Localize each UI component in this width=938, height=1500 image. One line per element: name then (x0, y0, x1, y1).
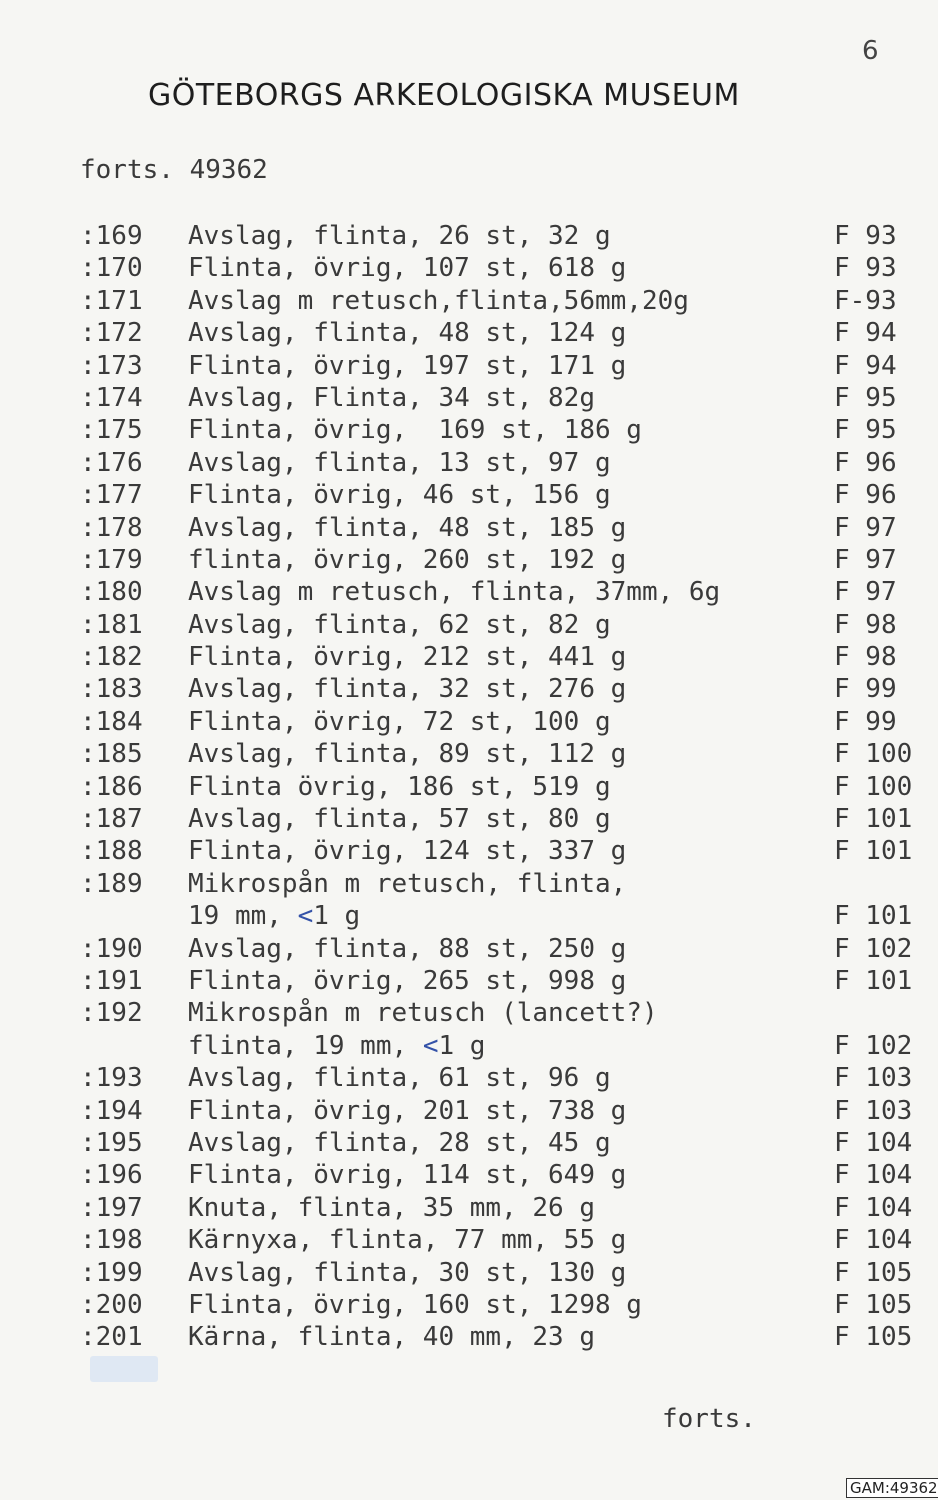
entry-number: :174 (80, 382, 143, 413)
entry-line (80, 803, 913, 835)
entry-storage-code: F 101 (834, 965, 913, 996)
entry-description: Mikrospån m retusch, flinta, (188, 868, 627, 899)
entry-description: Avslag, flinta, 88 st, 250 g (188, 933, 627, 964)
catalog-entry (80, 544, 910, 576)
entry-line (80, 1127, 913, 1159)
entry-storage-code: F 98 (834, 609, 897, 640)
catalog-entry (80, 868, 913, 933)
catalog-entry (80, 803, 913, 835)
catalog-entry (80, 771, 913, 803)
entry-line (80, 1159, 913, 1191)
entry-number: :183 (80, 674, 143, 705)
entry-storage-code: F 95 (834, 382, 897, 413)
entry-line (80, 933, 913, 965)
entry-line (80, 317, 910, 349)
entry-storage-code: F 102 (834, 933, 913, 964)
entry-number: :172 (80, 318, 143, 349)
entry-description: Avslag, flinta, 48 st, 124 g (188, 318, 627, 349)
catalog-entry (80, 479, 910, 511)
catalog-entry (80, 447, 910, 479)
entry-number: :173 (80, 350, 143, 381)
entry-storage-code: F 99 (834, 674, 897, 705)
entry-line (80, 965, 913, 997)
entry-storage-code: F 93 (834, 221, 897, 251)
entry-line (80, 1289, 913, 1321)
catalog-entry (80, 350, 910, 382)
entry-line (80, 350, 910, 382)
entry-number: :175 (80, 415, 143, 446)
blue-stamp-mark (90, 1356, 158, 1382)
entry-storage-code: F 99 (834, 706, 897, 737)
catalog-entry (80, 1062, 913, 1094)
catalog-entry (80, 738, 913, 770)
entry-line (80, 900, 913, 932)
catalog-entry (80, 1095, 913, 1127)
entry-description: Flinta, övrig, 201 st, 738 g (188, 1095, 627, 1126)
catalog-entry (80, 382, 910, 414)
entry-number: :179 (80, 544, 143, 575)
catalog-entry (80, 835, 913, 867)
entry-storage-code: F 102 (834, 1030, 913, 1061)
entry-description: Avslag, flinta, 57 st, 80 g (188, 804, 611, 835)
entry-description: Flinta, övrig, 160 st, 1298 g (188, 1289, 642, 1320)
entry-description: Flinta, övrig, 212 st, 441 g (188, 642, 627, 673)
entry-number: :171 (80, 285, 143, 316)
entry-line (80, 512, 910, 544)
entry-description: Avslag, flinta, 13 st, 97 g (188, 447, 611, 478)
entry-storage-code: F 105 (834, 1289, 913, 1320)
entry-number: :198 (80, 1225, 143, 1256)
entry-description: Avslag, flinta, 30 st, 130 g (188, 1257, 627, 1288)
entry-storage-code: F 97 (834, 512, 897, 543)
entry-description: Kärna, flinta, 40 mm, 23 g (188, 1322, 595, 1353)
entry-number: :181 (80, 609, 143, 640)
catalog-entry (80, 706, 910, 738)
entry-line (80, 1321, 913, 1353)
entry-storage-code: F 96 (834, 480, 897, 511)
entry-description: Flinta övrig, 186 st, 519 g (188, 771, 611, 802)
entry-line (80, 1030, 913, 1062)
entry-storage-code: F 104 (834, 1192, 913, 1223)
entry-number: :201 (80, 1322, 143, 1353)
museum-heading: GÖTEBORGS ARKEOLOGISKA MUSEUM (148, 78, 740, 113)
entry-storage-code: F 103 (834, 1063, 913, 1094)
entry-description: Flinta, övrig, 114 st, 649 g (188, 1160, 627, 1191)
entry-description: Flinta, övrig, 197 st, 171 g (188, 350, 627, 381)
entry-line (80, 1095, 913, 1127)
entry-description: Avslag, flinta, 28 st, 45 g (188, 1127, 611, 1158)
entry-line (80, 1257, 913, 1289)
entry-number: :178 (80, 512, 143, 543)
entry-number: :182 (80, 642, 143, 673)
entry-line (80, 1062, 913, 1094)
entry-description: Flinta, övrig, 124 st, 337 g (188, 836, 627, 867)
catalog-entry (80, 252, 910, 284)
catalog-entry (80, 1192, 913, 1224)
entry-line (80, 1192, 913, 1224)
entry-description: Flinta, övrig, 72 st, 100 g (188, 706, 611, 737)
entry-storage-code: F 94 (834, 318, 897, 349)
entry-storage-code: F 105 (834, 1257, 913, 1288)
entry-number: :169 (80, 221, 143, 251)
entry-description: Flinta, övrig, 46 st, 156 g (188, 480, 611, 511)
catalog-entry (80, 933, 913, 965)
entry-storage-code: F 93 (834, 253, 897, 284)
entry-storage-code: F 104 (834, 1127, 913, 1158)
entry-storage-code: F 100 (834, 739, 913, 770)
catalog-label: GAM:49362 (846, 1478, 938, 1498)
entry-number: :187 (80, 804, 143, 835)
catalog-entry-list (80, 220, 913, 1354)
entry-line (80, 576, 910, 608)
catalog-entry (80, 609, 910, 641)
entry-description: Mikrospån m retusch (lancett?) (188, 998, 658, 1029)
entry-number: :192 (80, 998, 143, 1029)
catalog-entry (80, 1127, 913, 1159)
entry-number: :196 (80, 1160, 143, 1191)
entry-storage-code: F 94 (834, 350, 897, 381)
entry-number: :185 (80, 739, 143, 770)
entry-number: :199 (80, 1257, 143, 1288)
entry-line (80, 835, 913, 867)
entry-description: Avslag m retusch, flinta, 37mm, 6g (188, 577, 721, 608)
entry-number: :191 (80, 965, 143, 996)
entry-description: Avslag, flinta, 61 st, 96 g (188, 1063, 611, 1094)
continued-reference: forts. 49362 (80, 155, 268, 185)
entry-description: flinta, övrig, 260 st, 192 g (188, 544, 627, 575)
catalog-entry (80, 512, 910, 544)
catalog-entry (80, 317, 910, 349)
entry-storage-code: F 97 (834, 577, 897, 608)
entry-number: :184 (80, 706, 143, 737)
entry-number: :194 (80, 1095, 143, 1126)
entry-storage-code: F 101 (834, 804, 913, 835)
entry-storage-code: F 95 (834, 415, 897, 446)
entry-description: Avslag, Flinta, 34 st, 82g (188, 382, 595, 413)
entry-line (80, 868, 910, 900)
entry-line (80, 609, 910, 641)
entry-line (80, 997, 910, 1029)
entry-storage-code: F-93 (834, 285, 897, 316)
entry-storage-code: F 104 (834, 1225, 913, 1256)
entry-line (80, 479, 910, 511)
entry-number: :189 (80, 868, 143, 899)
entry-line (80, 1224, 913, 1256)
entry-storage-code: F 105 (834, 1322, 913, 1353)
entry-description: Avslag, flinta, 48 st, 185 g (188, 512, 627, 543)
entry-number: :188 (80, 836, 143, 867)
entry-line (80, 220, 910, 252)
entry-storage-code: F 98 (834, 642, 897, 673)
entry-number: :190 (80, 933, 143, 964)
entry-line (80, 641, 910, 673)
entry-storage-code: F 96 (834, 447, 897, 478)
entry-storage-code: F 103 (834, 1095, 913, 1126)
entry-description: Flinta, övrig, 107 st, 618 g (188, 253, 627, 284)
entry-description: Avslag, flinta, 62 st, 82 g (188, 609, 611, 640)
entry-line (80, 414, 910, 446)
catalog-entry (80, 641, 910, 673)
entry-description: Kärnyxa, flinta, 77 mm, 55 g (188, 1225, 627, 1256)
catalog-entry (80, 414, 910, 446)
catalog-entry (80, 285, 910, 317)
entry-number: :177 (80, 480, 143, 511)
continued-footer: forts. (662, 1404, 756, 1434)
entry-storage-code: F 104 (834, 1160, 913, 1191)
entry-number: :180 (80, 577, 143, 608)
entry-storage-code: F 101 (834, 901, 913, 932)
entry-description: Flinta, övrig, 265 st, 998 g (188, 965, 627, 996)
entry-number: :176 (80, 447, 143, 478)
entry-description: 19 mm, <1 g (188, 901, 361, 932)
entry-description: Avslag, flinta, 26 st, 32 g (188, 221, 611, 251)
entry-description: Avslag, flinta, 89 st, 112 g (188, 739, 627, 770)
catalog-entry (80, 1257, 913, 1289)
entry-line (80, 252, 910, 284)
catalog-entry (80, 965, 913, 997)
entry-description: Avslag, flinta, 32 st, 276 g (188, 674, 627, 705)
entry-line (80, 285, 910, 317)
entry-description: Avslag m retusch,flinta,56mm,20g (188, 285, 689, 316)
catalog-entry (80, 576, 910, 608)
entry-storage-code: F 101 (834, 836, 913, 867)
entry-storage-code: F 97 (834, 544, 897, 575)
entry-number: :186 (80, 771, 143, 802)
catalog-entry (80, 1289, 913, 1321)
entry-line (80, 771, 913, 803)
entry-description: Flinta, övrig, 169 st, 186 g (188, 415, 642, 446)
entry-number: :200 (80, 1289, 143, 1320)
entry-number: :193 (80, 1063, 143, 1094)
entry-line (80, 544, 910, 576)
entry-storage-code: F 100 (834, 771, 913, 802)
entry-number: :195 (80, 1127, 143, 1158)
entry-number: :197 (80, 1192, 143, 1223)
entry-line (80, 673, 910, 705)
entry-line (80, 738, 913, 770)
catalog-entry (80, 1159, 913, 1191)
entry-description: Knuta, flinta, 35 mm, 26 g (188, 1192, 595, 1223)
entry-description: flinta, 19 mm, <1 g (188, 1030, 486, 1061)
page-number: 6 (862, 36, 879, 66)
catalog-entry (80, 220, 910, 252)
entry-line (80, 706, 910, 738)
catalog-entry (80, 1321, 913, 1353)
catalog-entry (80, 673, 910, 705)
entry-number: :170 (80, 253, 143, 284)
entry-line (80, 382, 910, 414)
catalog-entry (80, 997, 913, 1062)
catalog-entry (80, 1224, 913, 1256)
entry-line (80, 447, 910, 479)
